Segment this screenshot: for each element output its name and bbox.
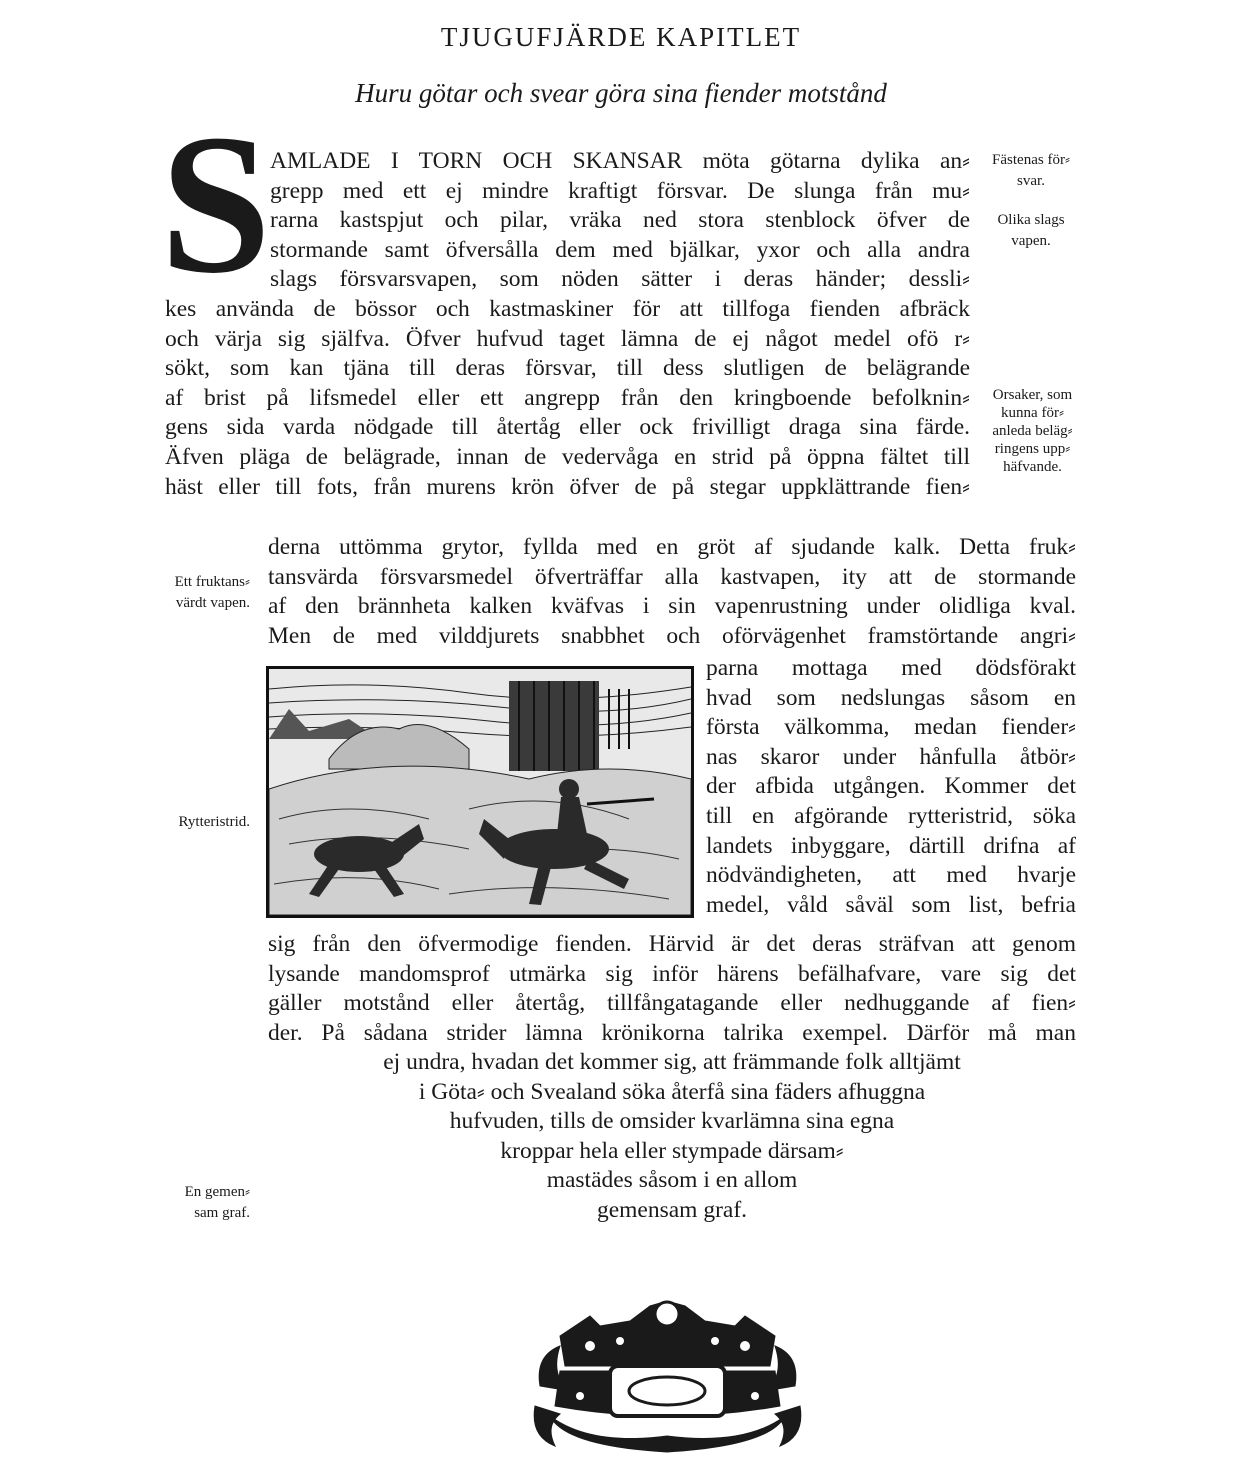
text-line: grepp med ett ej mindre kraftigt försvar. De slunga från mu⸗ (270, 177, 970, 204)
text-line: stormande samt öfversålla dem med bjälkar, yxor och alla andra (270, 236, 970, 263)
text-line: der afbida utgången. Kommer det (706, 773, 1076, 800)
paragraph-1-indented (270, 147, 970, 295)
text-line: nödvändigheten, att med hvarje (706, 862, 1076, 889)
text-line: landets inbyggare, därtill drifna af (706, 832, 1076, 859)
chapter-title: TJUGUFJÄRDE KAPITLET (440, 22, 802, 52)
paragraph-2-tapered-ending (268, 1048, 1076, 1226)
paragraph-2-top (268, 533, 1076, 651)
text-line: ej undra, hvadan det kommer sig, att främmande folk alltjämt (383, 1049, 961, 1075)
text-line: rarna kastspjut och pilar, vräka ned stora stenblock öfver de (270, 207, 970, 234)
marginal-note: En gemen⸗ sam graf. (184, 1184, 250, 1221)
paragraph-1-full (165, 295, 970, 502)
text-line: medel, våld såväl som list, befria (706, 891, 1076, 918)
marginal-note: Ett fruktans⸗ värdt vapen. (174, 574, 250, 611)
text-line: nas skaror under hånfulla åtbör⸗ (706, 743, 1076, 770)
marginal-note: Fästenas för⸗ svar. (992, 152, 1070, 189)
text-line: Men de med vilddjurets snabbhet och oförvägenhet framstörtande angri⸗ (268, 622, 1076, 649)
text-line: hvad som nedslungas såsom en (706, 684, 1076, 711)
drop-cap-initial: S (160, 94, 272, 315)
cavalry-battle-woodcut (269, 669, 691, 915)
paragraph-2-after-image (268, 930, 1076, 1048)
text-line: AMLADE I TORN OCH SKANSAR möta götarna dylika an⸗ (270, 148, 970, 174)
text-line: der. På sådana strider lämna krönikorna talrika exempel. Därför må man (268, 1019, 1076, 1046)
paragraph-2-beside-image (706, 654, 1076, 920)
text-line: till en afgörande rytteristrid, söka (706, 802, 1076, 829)
text-line: derna uttömma grytor, fyllda med en gröt af sjudande kalk. Detta fruk⸗ (268, 534, 1076, 560)
marginal-note: Rytteristrid. (178, 814, 250, 830)
text-line: gemensam graf. (596, 1196, 748, 1223)
text-line: sökt, som kan tjäna till deras försvar, till dess slutligen de belägrande (165, 355, 970, 382)
text-line: tansvärda försvarsmedel öfverträffar alla kastvapen, ity att de stormande (268, 563, 1076, 590)
text-line: hufvuden, tills de omsider kvarlämna sina egna (449, 1108, 895, 1135)
text-line: parna mottaga med dödsförakt (706, 655, 1076, 681)
text-line: första välkomma, medan fiender⸗ (706, 714, 1076, 741)
tailpiece-ornament (530, 1296, 805, 1454)
text-line: Äfven pläga de belägrade, innan de vedervåga en strid på öppna fältet till (165, 443, 970, 470)
marginal-note: Orsaker, som kunna för⸗ anleda beläg⸗ ringens upp⸗ häfvande. (992, 387, 1073, 475)
text-line: lysande mandomsprof utmärka sig inför härens befälhafvare, vare sig det (268, 960, 1076, 987)
text-line: af brist på lifsmedel eller ett angrepp från den kringboende befolknin⸗ (165, 384, 970, 411)
text-line: i Göta⸗ och Svealand söka återfå sina fäders afhuggna (418, 1078, 926, 1105)
text-line: häst eller till fots, från murens krön öfver de på stegar uppklättrande fien⸗ (165, 473, 970, 500)
text-line: gäller motstånd eller återtåg, tillfångatagande eller nedhuggande af fien⸗ (268, 990, 1076, 1017)
cartouche-ornament-icon (530, 1296, 805, 1454)
text-line: kes använda de bössor och kastmaskiner för att tillfoga fienden afbräck (165, 296, 970, 322)
text-line: af den brännheta kalken kväfvas i sin vapenrustning under olidliga kval. (268, 593, 1076, 620)
marginal-note: Olika slags vapen. (997, 212, 1065, 249)
text-line: kroppar hela eller stympade därsam⸗ (500, 1137, 844, 1164)
text-line: sig från den öfvermodige fienden. Härvid är det deras sträfvan att genom (268, 931, 1076, 957)
woodcut-illustration (266, 666, 694, 918)
text-line: slags försvarsvapen, som nöden sätter i deras händer; dessli⸗ (270, 266, 970, 293)
text-line: mastädes såsom i en allom (546, 1167, 798, 1194)
text-line: och värja sig själfva. Öfver hufvud taget lämna de ej något medel ofö r⸗ (165, 325, 970, 352)
text-line: gens sida varda nödgade till återtåg eller ock frivilligt draga sina färde. (165, 414, 970, 441)
chapter-subtitle: Huru götar och svear göra sina fiender motstånd (355, 78, 887, 108)
